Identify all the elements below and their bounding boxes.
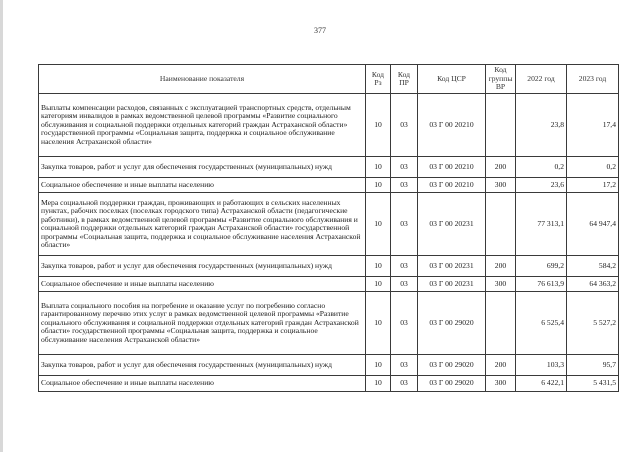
- row-2023: 0,2: [567, 157, 619, 178]
- row-csr: 03 Г 00 29020: [418, 355, 486, 376]
- header-vr: Код группы ВР: [486, 65, 516, 94]
- row-name: Выплаты компенсации расходов, связанных с эксплуатацией транспортных средств, отдельным категориям инвалидов в рамках ведомственной целевой программы «Развитие социального обслуживания и социальной поддержки отдельных категорий граждан Астраханской области» государственной программы «Социальная защита, поддержка и социальное обслуживание населения Астраханской области»: [39, 94, 366, 157]
- row-csr: 03 Г 00 20231: [418, 193, 486, 256]
- table-row: [39, 178, 619, 193]
- table-row: [39, 376, 619, 392]
- row-name: Закупка товаров, работ и услуг для обеспечения государственных (муниципальных) нужд: [39, 355, 366, 376]
- scan-edge: [0, 0, 3, 452]
- row-csr: 03 Г 00 20231: [418, 256, 486, 277]
- row-csr: 03 Г 00 29020: [418, 376, 486, 392]
- row-2023: 17,2: [567, 178, 619, 193]
- row-vr: 200: [486, 256, 516, 277]
- row-vr: 200: [486, 157, 516, 178]
- row-csr: 03 Г 00 20210: [418, 157, 486, 178]
- row-rz: 10: [366, 178, 391, 193]
- row-2022: 0,2: [516, 157, 567, 178]
- row-2023: 64 363,2: [567, 277, 619, 292]
- row-2022: 23,8: [516, 94, 567, 157]
- header-name: Наименование показателя: [39, 65, 366, 94]
- header-rz: Код Рз: [366, 65, 391, 94]
- table-header-row: [39, 65, 619, 94]
- row-vr: 300: [486, 277, 516, 292]
- table-row: [39, 157, 619, 178]
- row-2022: 103,3: [516, 355, 567, 376]
- header-pr: Код ПР: [391, 65, 418, 94]
- row-2022: 76 613,9: [516, 277, 567, 292]
- row-vr: 300: [486, 376, 516, 392]
- row-rz: 10: [366, 355, 391, 376]
- row-2023: 64 947,4: [567, 193, 619, 256]
- budget-table: [38, 64, 619, 392]
- row-name: Социальное обеспечение и иные выплаты населению: [39, 277, 366, 292]
- row-rz: 10: [366, 292, 391, 355]
- row-pr: 03: [391, 277, 418, 292]
- table-row: [39, 277, 619, 292]
- row-vr: [486, 292, 516, 355]
- row-pr: 03: [391, 256, 418, 277]
- row-2022: 699,2: [516, 256, 567, 277]
- row-rz: 10: [366, 94, 391, 157]
- row-pr: 03: [391, 178, 418, 193]
- row-2022: 77 313,1: [516, 193, 567, 256]
- row-pr: 03: [391, 94, 418, 157]
- row-2022: 23,6: [516, 178, 567, 193]
- row-vr: [486, 193, 516, 256]
- header-csr: Код ЦСР: [418, 65, 486, 94]
- row-csr: 03 Г 00 20210: [418, 94, 486, 157]
- row-vr: 300: [486, 178, 516, 193]
- row-pr: 03: [391, 355, 418, 376]
- row-csr: 03 Г 00 29020: [418, 292, 486, 355]
- row-pr: 03: [391, 376, 418, 392]
- row-csr: 03 Г 00 20231: [418, 277, 486, 292]
- row-name: Социальное обеспечение и иные выплаты населению: [39, 376, 366, 392]
- row-rz: 10: [366, 193, 391, 256]
- table-row: [39, 94, 619, 157]
- row-2023: 17,4: [567, 94, 619, 157]
- table-row: [39, 355, 619, 376]
- row-name: Мера социальной поддержки граждан, проживающих и работающих в сельских населенных пунктах, рабочих поселках (поселках городского типа) Астраханской области (педагогические работники), в рамках ведомственной целевой программы «Развитие социального обслуживания и социальной поддержки отдельных категорий граждан Астраханской области» государственной программы «Социальная защита, поддержка и социальное обслуживание населения Астраханской области»: [39, 193, 366, 256]
- row-rz: 10: [366, 157, 391, 178]
- row-rz: 10: [366, 256, 391, 277]
- row-pr: 03: [391, 157, 418, 178]
- row-pr: 03: [391, 193, 418, 256]
- table-row: [39, 292, 619, 355]
- header-2023: 2023 год: [567, 65, 619, 94]
- table-row: [39, 193, 619, 256]
- row-vr: [486, 94, 516, 157]
- page-number: 377: [314, 26, 326, 35]
- row-pr: 03: [391, 292, 418, 355]
- row-rz: 10: [366, 277, 391, 292]
- row-vr: 200: [486, 355, 516, 376]
- row-name: Выплата социального пособия на погребение и оказание услуг по погребению согласно гарантированному перечню этих услуг в рамках ведомственной целевой программы «Развитие социального обслуживания и социальной поддержки отдельных категорий граждан Астраханской области» государственной программы «Социальная защита, поддержка и социальное обслуживание населения Астраханской области»: [39, 292, 366, 355]
- row-rz: 10: [366, 376, 391, 392]
- row-csr: 03 Г 00 20210: [418, 178, 486, 193]
- header-2022: 2022 год: [516, 65, 567, 94]
- row-name: Закупка товаров, работ и услуг для обеспечения государственных (муниципальных) нужд: [39, 157, 366, 178]
- row-2022: 6 422,1: [516, 376, 567, 392]
- table-row: [39, 256, 619, 277]
- row-2022: 6 525,4: [516, 292, 567, 355]
- row-2023: 584,2: [567, 256, 619, 277]
- row-2023: 5 527,2: [567, 292, 619, 355]
- row-2023: 95,7: [567, 355, 619, 376]
- row-name: Социальное обеспечение и иные выплаты населению: [39, 178, 366, 193]
- row-2023: 5 431,5: [567, 376, 619, 392]
- row-name: Закупка товаров, работ и услуг для обеспечения государственных (муниципальных) нужд: [39, 256, 366, 277]
